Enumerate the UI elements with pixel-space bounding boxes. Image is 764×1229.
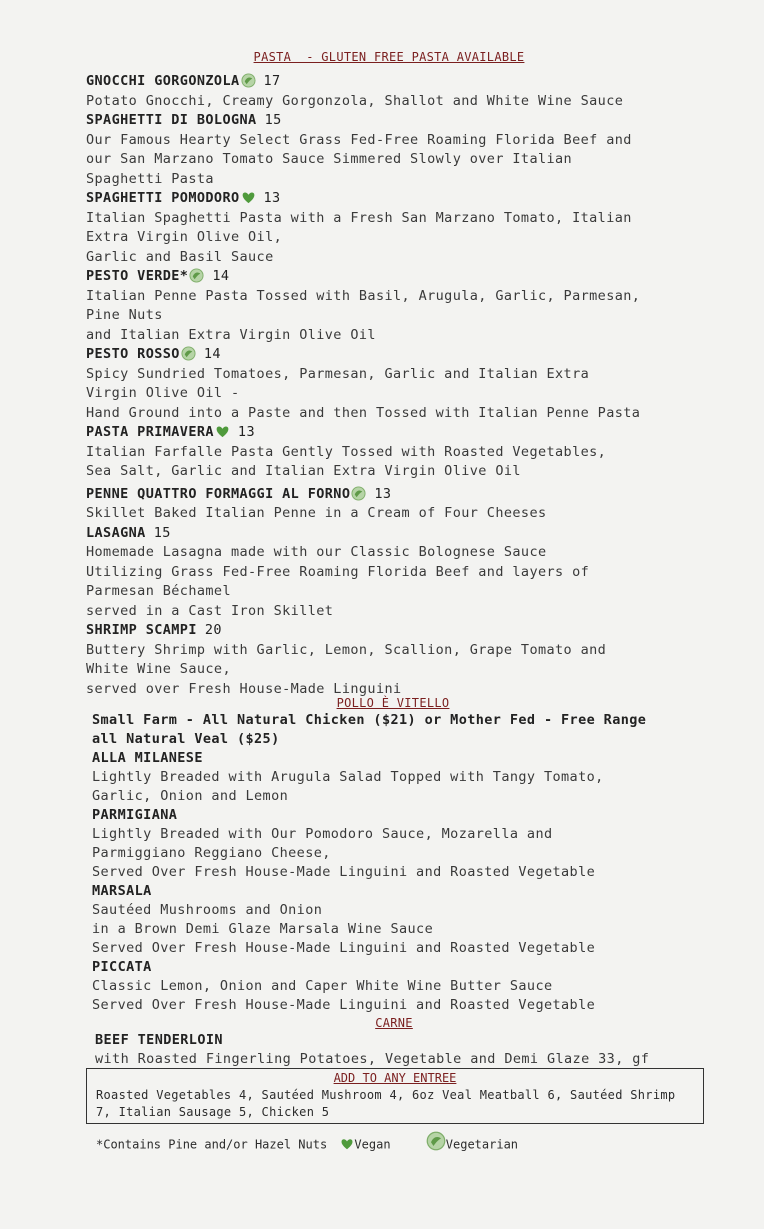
item-desc: Italian Penne Pasta Tossed with Basil, Arugula, Garlic, Parmesan, bbox=[86, 287, 641, 304]
item-desc: and Italian Extra Virgin Olive Oil bbox=[86, 326, 376, 343]
legend bbox=[96, 1131, 518, 1152]
menu-item bbox=[92, 882, 646, 958]
vegetarian-icon bbox=[189, 268, 204, 283]
menu-item bbox=[95, 1031, 649, 1069]
item-desc: Lightly Breaded with Arugula Salad Topped with Tangy Tomato, bbox=[92, 769, 604, 785]
legend-vegetarian: Vegetarian bbox=[445, 1137, 519, 1152]
item-name: SPAGHETTI POMODORO bbox=[86, 190, 240, 206]
pasta-list bbox=[86, 72, 640, 699]
item-desc: Homemade Lasagna made with our Classic Bolognese Sauce bbox=[86, 544, 547, 560]
vegan-icon bbox=[215, 424, 230, 439]
item-price: 20 bbox=[204, 622, 222, 638]
legend-nuts: *Contains Pine and/or Hazel Nuts bbox=[96, 1137, 328, 1152]
vegetarian-icon bbox=[241, 73, 256, 88]
item-name: PICCATA bbox=[92, 959, 152, 975]
carne-list bbox=[95, 1031, 649, 1069]
item-name: LASAGNA bbox=[86, 524, 146, 541]
item-name: SPAGHETTI DI BOLOGNA bbox=[86, 112, 257, 128]
item-desc: in a Brown Demi Glaze Marsala Wine Sauce bbox=[92, 921, 434, 937]
item-name: PARMIGIANA bbox=[92, 807, 178, 823]
item-desc: Lightly Breaded with Our Pomodoro Sauce, Mozarella and bbox=[92, 826, 553, 842]
carne-section-header: CARNE bbox=[375, 1016, 413, 1030]
item-desc: Sautéed Mushrooms and Onion bbox=[92, 902, 323, 918]
item-desc: Pine Nuts bbox=[86, 307, 163, 323]
item-price: 14 bbox=[203, 346, 221, 362]
item-desc: served over Fresh House-Made Linguini bbox=[86, 680, 402, 697]
item-desc: Spaghetti Pasta bbox=[86, 170, 214, 187]
item-name: PESTO VERDE* bbox=[86, 268, 189, 284]
item-name: PESTO ROSSO bbox=[86, 346, 180, 362]
vegetarian-icon bbox=[426, 1131, 446, 1151]
item-name: GNOCCHI GORGONZOLA bbox=[86, 73, 240, 89]
vegan-icon bbox=[340, 1137, 354, 1151]
item-price: 13 bbox=[374, 485, 392, 502]
pasta-section-header: PASTA - GLUTEN FREE PASTA AVAILABLE bbox=[253, 50, 525, 64]
item-name: SHRIMP SCAMPI bbox=[86, 622, 197, 638]
addons-box bbox=[86, 1068, 704, 1124]
addons-line: Roasted Vegetables 4, Sautéed Mushroom 4, 6oz Veal Meatball 6, Sautéed Shrimp bbox=[96, 1088, 676, 1102]
item-desc: Virgin Olive Oil - bbox=[86, 385, 240, 401]
item-price: 15 bbox=[153, 524, 171, 541]
item-desc: Potato Gnocchi, Creamy Gorgonzola, Shallot and White Wine Sauce bbox=[86, 92, 624, 109]
item-desc: Italian Spaghetti Pasta with a Fresh San Marzano Tomato, Italian bbox=[86, 209, 632, 226]
menu-item bbox=[86, 345, 640, 423]
pollo-intro: all Natural Veal ($25) bbox=[92, 731, 280, 747]
item-desc: Extra Virgin Olive Oil, bbox=[86, 229, 283, 245]
item-desc: Classic Lemon, Onion and Caper White Wine Butter Sauce bbox=[92, 978, 553, 994]
item-name: BEEF TENDERLOIN bbox=[95, 1032, 223, 1048]
menu-item bbox=[86, 267, 640, 345]
item-price: 17 bbox=[263, 73, 281, 89]
item-desc: Garlic, Onion and Lemon bbox=[92, 788, 289, 804]
item-desc: served in a Cast Iron Skillet bbox=[86, 602, 334, 619]
menu-item bbox=[92, 806, 646, 882]
menu-item bbox=[92, 958, 646, 1015]
vegetarian-icon bbox=[181, 346, 196, 361]
addons-line: 7, Italian Sausage 5, Chicken 5 bbox=[96, 1105, 330, 1119]
legend-vegan: Vegan bbox=[354, 1137, 391, 1152]
item-desc: Parmiggiano Reggiano Cheese, bbox=[92, 845, 331, 861]
menu-item bbox=[86, 621, 640, 699]
item-desc: Garlic and Basil Sauce bbox=[86, 248, 274, 265]
item-name: MARSALA bbox=[92, 883, 152, 899]
item-desc: Served Over Fresh House-Made Linguini and Roasted Vegetable bbox=[92, 864, 596, 880]
item-desc: Skillet Baked Italian Penne in a Cream of Four Cheeses bbox=[86, 505, 547, 521]
menu-item bbox=[86, 111, 640, 189]
item-desc: Our Famous Hearty Select Grass Fed-Free Roaming Florida Beef and bbox=[86, 131, 632, 148]
item-price: 13 bbox=[237, 424, 255, 440]
pollo-section-header: POLLO È VITELLO bbox=[336, 696, 450, 710]
item-name: ALLA MILANESE bbox=[92, 750, 203, 766]
item-desc: our San Marzano Tomato Sauce Simmered Slowly over Italian bbox=[86, 151, 573, 167]
item-desc: Sea Salt, Garlic and Italian Extra Virgin Olive Oil bbox=[86, 463, 521, 479]
menu-item bbox=[86, 72, 640, 111]
item-desc: Hand Ground into a Paste and then Tossed with Italian Penne Pasta bbox=[86, 404, 641, 421]
item-price: 15 bbox=[264, 112, 282, 128]
menu-item bbox=[86, 189, 640, 267]
addons-title: ADD TO ANY ENTREE bbox=[333, 1071, 457, 1085]
vegan-icon bbox=[241, 190, 256, 205]
menu-item bbox=[92, 749, 646, 806]
item-desc: Parmesan Béchamel bbox=[86, 583, 231, 599]
menu-item bbox=[86, 524, 640, 622]
item-desc: Buttery Shrimp with Garlic, Lemon, Scallion, Grape Tomato and bbox=[86, 641, 607, 658]
menu-item bbox=[86, 485, 640, 524]
item-desc: Utilizing Grass Fed-Free Roaming Florida Beef and layers of bbox=[86, 563, 590, 580]
item-desc: with Roasted Fingerling Potatoes, Vegetable and Demi Glaze 33, gf bbox=[95, 1051, 650, 1067]
item-name: PENNE QUATTRO FORMAGGI AL FORNO bbox=[86, 485, 351, 502]
menu-item bbox=[86, 423, 640, 482]
item-desc: White Wine Sauce, bbox=[86, 661, 231, 677]
item-desc: Italian Farfalle Pasta Gently Tossed with Roasted Vegetables, bbox=[86, 443, 607, 460]
item-name: PASTA PRIMAVERA bbox=[86, 424, 214, 440]
pollo-list bbox=[92, 711, 646, 1015]
item-price: 13 bbox=[263, 190, 281, 206]
vegetarian-icon bbox=[351, 486, 366, 501]
pollo-intro: Small Farm - All Natural Chicken ($21) or Mother Fed - Free Range bbox=[92, 712, 647, 728]
item-desc: Served Over Fresh House-Made Linguini and Roasted Vegetable bbox=[92, 940, 596, 956]
item-desc: Served Over Fresh House-Made Linguini and Roasted Vegetable bbox=[92, 997, 596, 1013]
item-desc: Spicy Sundried Tomatoes, Parmesan, Garlic and Italian Extra bbox=[86, 365, 590, 382]
item-price: 14 bbox=[212, 268, 230, 284]
